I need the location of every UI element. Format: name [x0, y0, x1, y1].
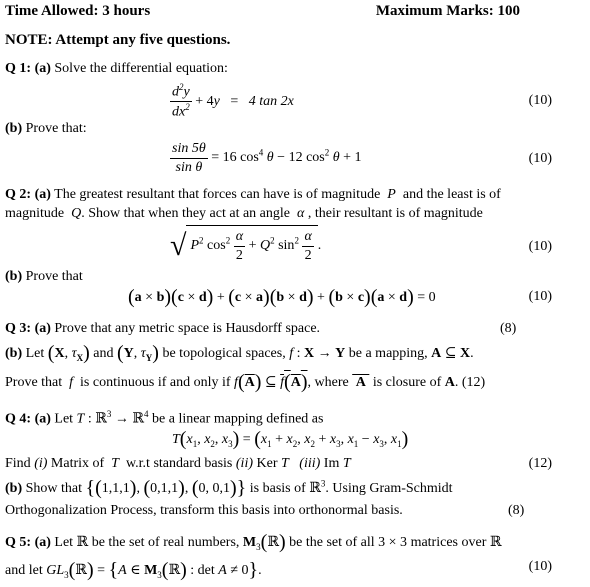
q3-b-line2a: Prove that	[5, 375, 63, 390]
q4-a-text2: be a linear mapping defined as	[152, 411, 324, 427]
q5-a-line2a: and let	[5, 563, 43, 578]
q4-b-line1: (b) Show that {(1,1,1), (0,1,1), (0, 0,1)} is basis of ℝ$^3$. Using Gram-Schmidt	[5, 477, 453, 499]
q5-a-line1: Q 5: (a) Let ℝ be the set of real numbers, $M_3(ℝ)$ be the set of all 3 × 3 matrices over ℝ	[5, 531, 502, 553]
q4-b-line2: Orthogonalization Process, transform this basis into orthonormal basis.	[5, 503, 403, 518]
q4-find-text: Find	[5, 456, 31, 471]
q1-b-text: Prove that:	[25, 121, 87, 136]
q2-label: Q 2:	[5, 187, 32, 202]
q2-b-equation: (a × b)(c × d) + (c × a)(b × d) + (b × c)(a × d) = 0	[128, 286, 436, 308]
q4-b-text1: Show that	[25, 481, 83, 496]
q2-a-line2: magnitude Q. Show that when they act at an angle α , their resultant is of magnitude	[5, 206, 483, 221]
q2-a-line2a: magnitude	[5, 206, 65, 221]
q3-a-line	[5, 322, 320, 336]
q2-a-line2c: , their resultant is of magnitude	[307, 206, 483, 221]
q3-b-text3: be topological spaces,	[162, 346, 286, 361]
q4-find-i-text: Matrix of	[50, 456, 105, 471]
q4-find-ii: (ii)	[235, 456, 253, 471]
q3-b-line2: Prove that f is continuous if and only if $f(\overline{A})$ ⊆ f(A), where A is closure of A. (12)	[5, 371, 486, 393]
q5-a-text3: be the set of all	[289, 535, 375, 550]
q4-a-line: Q 4: (a) Let T : ℝ$^3$ → ℝ$^4$ be a linear mapping defined as	[5, 409, 324, 427]
q3-b-text1: Let	[25, 346, 45, 361]
q1-b-den: sin θ	[175, 159, 203, 175]
q2-b-line	[5, 270, 83, 284]
q1-b-equation: $\frac{\sin 5\theta}{\text{sin θ}}$ = 16 $\cos^4 \theta - 12$ $\cos^2 \theta + 1$	[172, 141, 362, 175]
q4-find-iii: (iii)	[299, 456, 321, 471]
q2-a-label: (a)	[34, 187, 51, 202]
q1-label: Q 1:	[5, 61, 32, 76]
q3-b-line2b: is continuous if and only if	[80, 375, 231, 390]
q1-a-marks: (10)	[528, 93, 552, 108]
q1-a-text: Solve the differential equation:	[54, 61, 228, 76]
time-allowed: Time Allowed: 3 hours	[5, 3, 151, 19]
q3-a-marks: (8)	[500, 321, 517, 336]
q2-b-marks: (10)	[528, 289, 552, 304]
q2-b-label: (b)	[5, 269, 23, 284]
q3-label: Q 3:	[5, 321, 32, 336]
maximum-marks: Maximum Marks: 100	[375, 3, 520, 19]
q4-a-equation: $T(x_1$, $x_2$, $x_3) = (x_1 + x_2$, $x_2 + x_3$, $x_1 - x_3$, $x_1$)	[172, 428, 409, 450]
q5-a-line2: and let $GL_3(ℝ) = \{A$ ∈ $M_3(ℝ)$ : det A ≠ 0}.	[5, 559, 262, 581]
q5-a-text4: matrices over	[410, 535, 487, 550]
q4-a-marks: (12)	[528, 456, 552, 471]
q2-a-line1: Q 2: (a) The greatest resultant that forces can have is of magnitude P and the least is of	[5, 187, 501, 202]
q3-a-label: (a)	[34, 321, 51, 336]
q1-b-line	[5, 122, 87, 136]
q4-b-text2: is basis of	[249, 481, 306, 496]
q5-a-marks: (10)	[528, 559, 552, 574]
q3-a-text: Prove that any metric space is Hausdorff space.	[54, 321, 321, 336]
q2-a-line1b: and the least is of	[402, 187, 501, 202]
q3-b-line2d: is closure of	[372, 375, 442, 390]
note: NOTE: Attempt any five questions.	[5, 32, 231, 48]
q4-a-text1: Let	[54, 411, 74, 427]
q4-a-label: (a)	[34, 411, 51, 427]
q1-a-eq-rhs: 4 tan 2x	[248, 93, 294, 109]
q3-b-text4: be a mapping,	[348, 346, 428, 361]
q1-a-equation: $\frac{d^2y}{dx^2}$ + 4y = 4 tan 2x	[172, 82, 294, 120]
q5-a-text2: be the set of real numbers,	[91, 535, 240, 550]
q3-b-line2c: , where	[307, 375, 349, 390]
q4-find-iii-text: Im	[323, 456, 340, 471]
q1-b-num: sin 5θ	[170, 140, 208, 159]
q5-a-text1: Let	[54, 535, 74, 550]
q2-b-text: Prove that	[25, 269, 83, 284]
q5-label: Q 5:	[5, 535, 32, 550]
q4-label: Q 4:	[5, 411, 32, 427]
q2-a-equation: √ $P^2$ $\cos^2$ $\frac{\alpha}{2}$ + $Q^2$ $\sin^2$ $\frac{\alpha}{2}$ .	[170, 225, 321, 264]
q2-a-line1: The greatest resultant that forces can have is of magnitude	[54, 187, 381, 202]
q4-b-text3: . Using Gram-Schmidt	[325, 481, 453, 496]
q4-b-marks: (8)	[508, 503, 525, 518]
q1-a-label: (a)	[34, 61, 51, 76]
q4-find-ii-text: Ker	[256, 456, 278, 471]
q5-a-label: (a)	[34, 535, 51, 550]
q2-a-marks: (10)	[528, 239, 552, 254]
q3-b-line1: (b) Let (X, $\tau_X$) and (Y, $\tau_Y$) be topological spaces, f : X → Y be a mapping, A ⊆ X.	[5, 342, 474, 364]
q1-b-label: (b)	[5, 121, 23, 136]
q2-a-line2b: . Show that when they act at an angle	[81, 206, 291, 221]
q4-find-i: (i)	[34, 456, 48, 471]
q1-a-line	[5, 62, 228, 76]
q4-find-i-text2: w.r.t standard basis	[125, 456, 233, 471]
q4-find-line: Find (i) Matrix of T w.r.t standard basis (ii) Ker T (iii) Im T	[5, 456, 351, 471]
q1-b-marks: (10)	[528, 151, 552, 166]
q4-b-label: (b)	[5, 481, 23, 496]
q3-b-text2: and	[93, 346, 114, 361]
q3-b-label: (b)	[5, 346, 23, 361]
q3-b-marks: (12)	[461, 375, 486, 390]
